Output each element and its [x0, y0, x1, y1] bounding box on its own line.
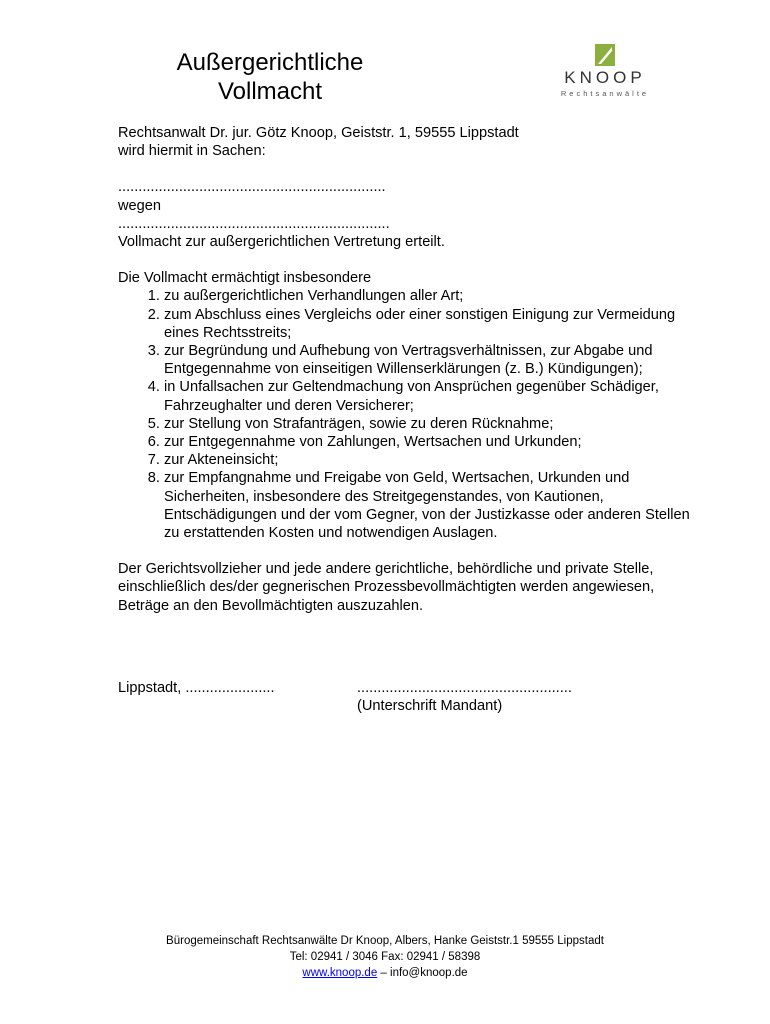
title-line-2: Vollmacht	[217, 78, 323, 105]
footer-separator: –	[377, 967, 391, 979]
footer-line-2: Tel: 02941 / 3046 Fax: 02941 / 58398	[289, 951, 481, 963]
grant-text: Vollmacht zur außergerichtlichen Vertretung erteilt.	[118, 234, 445, 251]
knoop-logo	[555, 44, 655, 98]
signature-place: Lippstadt, ......................	[118, 680, 275, 696]
list-item: 1. zu außergerichtlichen Verhandlungen aller Art;	[164, 287, 698, 305]
logo-name: KNOOP	[564, 68, 646, 87]
wegen-label: wegen	[118, 197, 162, 214]
document-title	[130, 48, 410, 106]
list-item: 6. zur Entgegennahme von Zahlungen, Wertsachen und Urkunden;	[164, 433, 698, 451]
powers-list	[118, 287, 698, 542]
footer-email: info@knoop.de	[390, 967, 468, 979]
document-body	[118, 124, 698, 615]
signature-block	[357, 679, 572, 715]
list-item: 2. zum Abschluss eines Vergleichs oder einer sonstigen Einigung zur Vermeidung eines Rechtsstreits;	[164, 306, 698, 342]
signature-label: (Unterschrift Mandant)	[357, 698, 503, 715]
footer-contact	[0, 965, 770, 981]
signature-line: .....................................................	[357, 680, 572, 696]
blank-sachen: ..................................................................	[118, 179, 386, 196]
footer-line-1: Bürogemeinschaft Rechtsanwälte Dr Knoop, Albers, Hanke Geiststr.1 59555 Lippstadt	[166, 935, 604, 947]
list-item: 8. zur Empfangnahme und Freigabe von Geld, Wertsachen, Urkunden und Sicherheiten, insbesondere des Streitgegenstandes, von Kautionen, Entschädigungen und der vom Gegner, von der Justizkasse oder anderen Stellen zu erstattenden Kosten und notwendigen Auslagen.	[164, 469, 698, 542]
powers-heading: Die Vollmacht ermächtigt insbesondere	[118, 270, 372, 287]
logo-subtitle: Rechtsanwälte	[560, 89, 650, 98]
logo-mark-icon	[595, 44, 615, 66]
list-item: 3. zur Begründung und Aufhebung von Vertragsverhältnissen, zur Abgabe und Entgegennahme von einseitigen Willenserklärungen (z. B.) Kündigungen);	[164, 342, 698, 378]
blank-wegen: ...................................................................	[118, 215, 390, 232]
footer	[0, 933, 770, 981]
intro-line-2: wird hiermit in Sachen:	[118, 143, 266, 160]
website-link[interactable]: www.knoop.de	[302, 967, 378, 979]
title-line-1: Außergerichtliche	[176, 49, 364, 76]
intro-line-1: Rechtsanwalt Dr. jur. Götz Knoop, Geiststr. 1, 59555 Lippstadt	[118, 125, 519, 141]
list-item: 7. zur Akteneinsicht;	[164, 451, 698, 469]
list-item: 4. in Unfallsachen zur Geltendmachung von Ansprüchen gegenüber Schädiger, Fahrzeughalter und deren Versicherer;	[164, 378, 698, 414]
list-item: 5. zur Stellung von Strafanträgen, sowie zu deren Rücknahme;	[164, 415, 698, 433]
closing-paragraph: Der Gerichtsvollzieher und jede andere gerichtliche, behördliche und private Stelle, einschließlich des/der gegnerischen Prozessbevollmächtigten werden angewiesen, Beträge an den Bevollmächtigten auszuzahlen.	[118, 561, 655, 614]
